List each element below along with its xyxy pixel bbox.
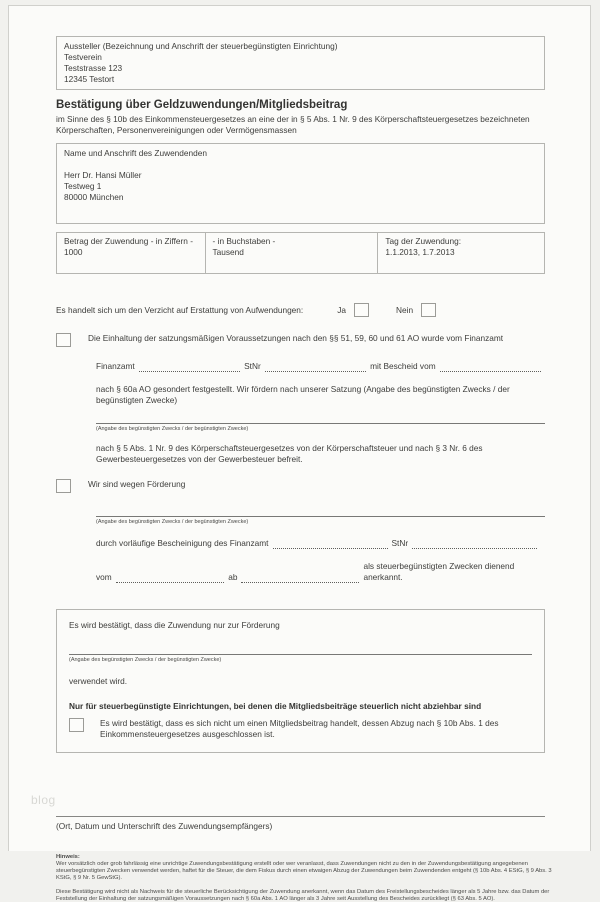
finanzamt-fill-field[interactable] [139,364,240,372]
donation-date-cell [378,233,544,273]
vom-date-fill-field[interactable] [116,575,225,583]
provisional-finanzamt-row [96,538,545,549]
notes-paragraph-2: Diese Bestätigung wird nicht als Nachweis für die steuerliche Berücksichtigung der Zuwendung anerkannt, wenn das Datum des Freistellungsbescheides länger als 5 Jahre bzw. das Datum der Feststellung der Einhaltung der satzungsmäßigen Voraussetzungen nach § 60a Abs. 1 AO länger als 3 Jahre seit Ausstellung des Bescheides zurückliegt (§ 63 Abs. 5 AO). [56,888,550,902]
provisional-stnr-label: StNr [391,538,409,548]
purpose-fill-block-1 [96,414,545,433]
donor-box [56,143,545,224]
provisional-dates-row [96,561,545,583]
donation-date-label: Tag der Zuwendung: [385,236,462,246]
waiver-question: Es handelt sich um den Verzicht auf Erstattung von Aufwendungen: [56,304,304,315]
amount-words-value: Tausend [212,247,244,257]
issuer-city: 12345 Testort [64,74,115,84]
provisional-bescheinigung-label: durch vorläufige Bescheinigung des Finanzamt [96,538,269,548]
issuer-label: Aussteller (Bezeichnung und Anschrift der steuerbegünstigten Einrichtung) [64,41,338,51]
exemption-satzung-text: nach § 60a AO gesondert festgestellt. Wir fördern nach unserer Satzung (Angabe des begünstigten Zwecks / der begünstigten Zwecke) [96,384,510,405]
stnr-fill-field[interactable] [265,364,366,372]
stnr-label: StNr [244,361,261,371]
membership-text: Es wird bestätigt, dass es sich nicht um einen Mitgliedsbeitrag handelt, dessen Abzug nach § 10b Abs. 1 des Einkommensteuergesetzes ausgeschlossen ist. [100,718,499,739]
page-subtitle: im Sinne des § 10b des Einkommensteuergesetzes an eine der in § 5 Abs. 1 Nr. 9 des Körperschaftsteuergesetzes bezeichneten Körperschaften, Personenvereinigungen oder Vermögensmassen [56,114,530,135]
purpose-fill-line-2[interactable] [96,507,545,517]
purpose-caption-2: (Angabe des begünstigten Zwecks / der begünstigten Zwecke) [96,519,249,525]
provisional-intro: Wir sind wegen Förderung [88,479,186,489]
form-page [8,5,591,902]
amount-table [56,232,545,274]
ab-date-fill-field[interactable] [241,575,359,583]
issuer-name: Testverein [64,52,102,62]
purpose-caption-3: (Angabe des begünstigten Zwecks / der begünstigten Zwecke) [69,657,222,663]
donor-city: 80000 München [64,192,124,202]
purpose-fill-block-3 [69,645,532,664]
purpose-fill-line-3[interactable] [69,645,532,655]
bescheid-date-fill-field[interactable] [440,364,541,372]
purpose-caption-1: (Angabe des begünstigten Zwecks / der begünstigten Zwecke) [96,426,249,432]
confirmation-line2: verwendet wird. [69,676,128,686]
signature-line[interactable] [56,805,545,817]
exemption-intro: Die Einhaltung der satzungsmäßigen Voraussetzungen nach den §§ 51, 59, 60 und 61 AO wurde vom Finanzamt [88,333,504,343]
finanzamt-label: Finanzamt [96,361,135,371]
waiver-row [56,303,545,317]
donor-label: Name und Anschrift des Zuwendenden [64,148,207,158]
purpose-fill-line-1[interactable] [96,414,545,424]
provisional-section [56,479,545,583]
purpose-fill-block-2 [96,507,545,526]
amount-words-cell [206,233,379,273]
amount-digits-label: Betrag der Zuwendung - in Ziffern - [64,236,193,246]
issuer-street: Teststrasse 123 [64,63,123,73]
exemption-befreit-text: nach § 5 Abs. 1 Nr. 9 des Körperschaftsteuergesetzes von der Körperschaftsteuer und nach § 3 Nr. 6 des Gewerbesteuergesetzes von der Gewerbesteuer befreit. [96,443,483,464]
donor-name: Herr Dr. Hansi Müller [64,170,142,180]
exemption-checkbox[interactable] [56,333,71,347]
issuer-box [56,36,545,90]
vom-label: vom [96,572,112,582]
spacer [64,159,537,170]
membership-checkbox[interactable] [69,718,84,732]
ab-label: ab [228,572,238,582]
notes-block [56,854,564,902]
signature-caption: (Ort, Datum und Unterschrift des Zuwendungsempfängers) [56,821,273,831]
watermark: blog [31,793,56,807]
exemption-section [56,333,545,465]
anerkannt-text: als steuerbegünstigten Zwecken dienend anerkannt. [363,561,515,582]
waiver-yes-checkbox[interactable] [354,303,369,317]
bescheid-label: mit Bescheid vom [370,361,436,371]
provisional-finanzamt-fill-field[interactable] [273,541,388,549]
signature-block [56,805,545,832]
form-content [9,6,590,902]
notes-label: Hinweis: [56,854,80,860]
amount-digits-cell [57,233,206,273]
provisional-stnr-fill-field[interactable] [412,541,537,549]
amount-digits-value: 1000 [64,247,83,257]
waiver-yes-label: Ja [337,304,346,315]
notes-paragraph-1: Wer vorsätzlich oder grob fahrlässig eine unrichtige Zuwendungsbestätigung erstellt oder wer veranlasst, dass Zuwendungen nicht zu den in der Zuwendungsbestätigung angegebenen steuerbegünstigten Zwecken verwendet werden, haftet für die Steuer, die dem Fiskus durch einen etwaigen Abzug der Zuwendungen beim Zuwendenden entgeht (§ 10b Abs. 4 EStG, § 9 Abs. 3 KStG, § 9 Nr. 5 GewStG). [56,860,552,881]
donor-street: Testweg 1 [64,181,102,191]
waiver-no-checkbox[interactable] [421,303,436,317]
confirmation-box [56,609,545,753]
provisional-checkbox[interactable] [56,479,71,493]
donation-date-value: 1.1.2013, 1.7.2013 [385,247,455,257]
waiver-no-label: Nein [396,304,414,315]
amount-words-label: - in Buchstaben - [212,236,276,246]
finanzamt-fill-row [96,361,545,372]
members-note: Nur für steuerbegünstigte Einrichtungen, bei denen die Mitgliedsbeiträge steuerlich nicht abziehbar sind [69,701,482,711]
page-title: Bestätigung über Geldzuwendungen/Mitgliedsbeitrag [56,99,348,111]
confirmation-line1: Es wird bestätigt, dass die Zuwendung nur zur Förderung [69,620,280,630]
